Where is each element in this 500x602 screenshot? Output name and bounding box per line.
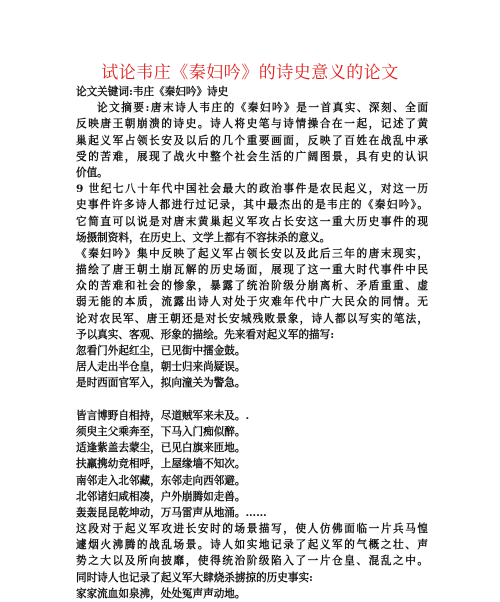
body-line: 扶羸携幼竞相呼，上屋缘墙不知次。 [76, 458, 246, 471]
body-line: 须臾主父乘奔至，下马入门痴似醉。 [76, 425, 246, 438]
body-line: 论对农民军、唐王朝还是对长安城残败景象，诗人都以写实的笔法， [76, 312, 428, 325]
document-body [76, 84, 428, 602]
body-line: 南邻走入北邻藏，东邻走向西邻避。 [76, 474, 246, 487]
body-line: 论文摘要:唐末诗人韦庄的《秦妇吟》是一首真实、深刻、全面 [97, 102, 428, 115]
body-line: 居人走出半仓皇，朝士归来尚疑误。 [76, 361, 246, 374]
body-line: 论文关键词:韦庄《秦妇吟》诗史 [76, 86, 229, 98]
body-line: 忽看门外起红尘，已见街中擂金鼓。 [76, 345, 246, 357]
body-line: 北邻诸妇咸相凑，户外崩腾如走兽。 [76, 490, 246, 503]
body-line: 适逢紫盖去蒙尘，已见白旗来匝地。 [76, 442, 246, 455]
body-line [76, 392, 428, 408]
body-line: 这段对于起义军攻进长安时的场景描写，使人仿佛面临一片兵马惶 [76, 523, 428, 536]
body-line: 价值。 [76, 166, 108, 179]
body-line: 反映唐王朝崩溃的诗史。诗人将史笔与诗情操合在一起，记述了黄 [76, 118, 428, 131]
body-line: 9 世纪七八十年代中国社会最大的政治事件是农民起义，对这一历 [76, 183, 428, 196]
body-line: 巢起义军占领长安及以后的几个重要画面，反映了百姓在战乱中承 [76, 134, 428, 147]
body-line: 史事件许多诗人都进行过记录，其中最杰出的是韦庄的《秦妇吟》。 [76, 199, 428, 212]
body-line: 《秦妇吟》集中反映了起义军占领长安以及此后三年的唐末现实， [76, 247, 428, 260]
body-line: 势之大以及所向披靡，使得统治阶级陷入了一片仓皇、混乱之中。 [76, 555, 428, 568]
body-line: 描绘了唐王朝土崩瓦解的历史场面，展现了这一重大时代事件中民 [76, 264, 428, 277]
body-line: 予以真实、客观、形象的描绘。先来看对起义军的描写: [76, 328, 335, 341]
body-line: 轰轰昆昆乾坤动，万马雷声从地涌。…… [76, 506, 267, 519]
body-line: 受的苦难，展现了战火中整个社会生活的广阔图景，具有史的认识 [76, 150, 428, 163]
body-line: 场摄制资料，在历史上、文学上都有不容抹杀的意义。 [76, 231, 331, 244]
body-line: 它简直可以说是对唐末黄巢起义军攻占长安这一重大历史事件的现 [76, 215, 428, 228]
body-line: 同时诗人也记录了起义军大肆烧杀掳掠的历史事实: [76, 571, 313, 584]
body-line: 众的苦难和社会的惨象，暴露了统治阶级分崩离析、矛盾重重、虚 [76, 280, 428, 293]
document-title: 试论韦庄《秦妇吟》的诗史意义的论文 [101, 63, 399, 83]
body-line: 弱无能的本质，流露出诗人对处于灾难年代中广大民众的同情。无 [76, 296, 428, 309]
body-line: 遽烟火沸腾的战乱场景。诗人如实地记录了起义军的气概之壮、声 [76, 539, 428, 552]
body-line: 皆言博野自相持，尽道贼军来未及。. [76, 409, 250, 422]
body-line: 家家流血如泉沸，处处冤声声动地。 [76, 587, 246, 600]
body-line: 是时西面官军入，拟向潼关为警急。 [76, 377, 246, 390]
